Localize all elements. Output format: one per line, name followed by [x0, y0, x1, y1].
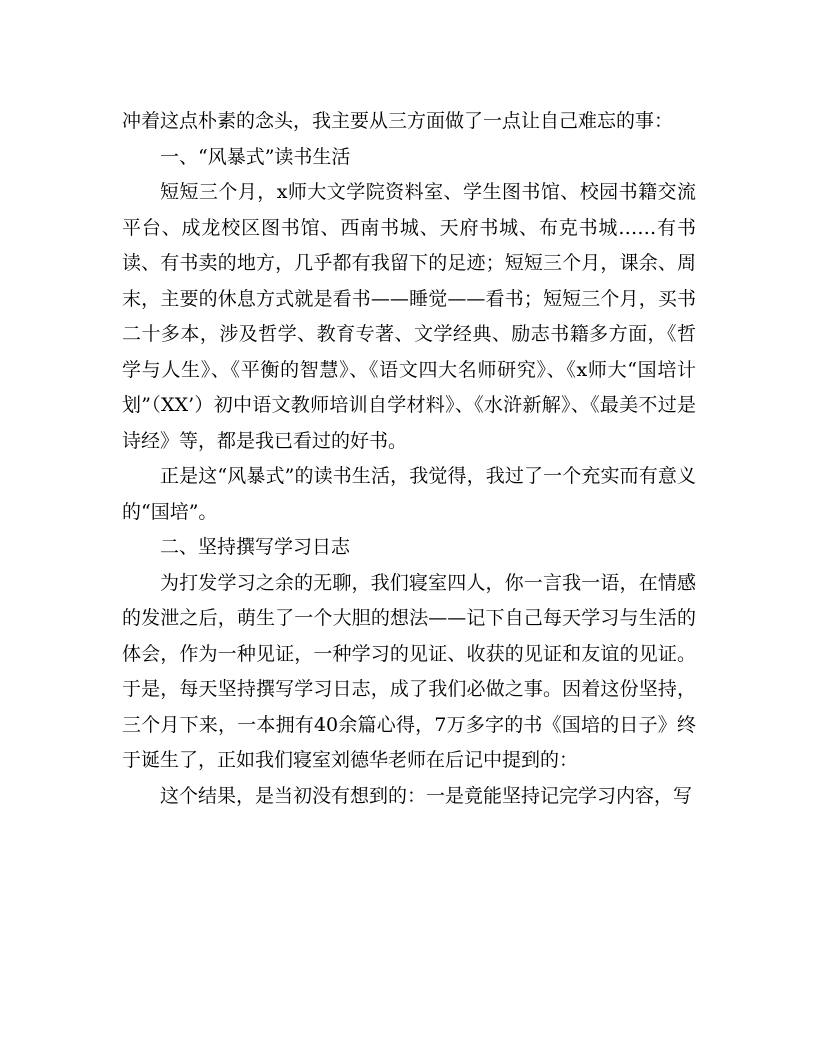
- heading-section-1: 一、“风暴式”读书生活: [160, 145, 351, 168]
- heading-section-2: 二、坚持撰写学习日志: [160, 536, 351, 558]
- document-body: [122, 104, 696, 814]
- paragraph-reading-summary: 正是这“风暴式”的读书生活，我觉得，我过了一个充实而有意义的“国培”。: [122, 465, 696, 523]
- paragraph-journal: 为打发学习之余的无聊，我们寝室四人，你一言我一语，在情感的发泄之后，萌生了一个大胆的想法——记下自己每天学习与生活的体会，作为一种见证，一种学习的见证、收获的见证和友谊的见证。于是，每天坚持撰写学习日志，成了我们必做之事。因着这份坚持，三个月下来，一本拥有40余篇心得，7万多字的书《国培的日子》终于诞生了，正如我们寝室刘德华老师在后记中提到的：: [122, 571, 696, 771]
- paragraph-reading: 短短三个月，x师大文学院资料室、学生图书馆、校园书籍交流平台、成龙校区图书馆、西南书城、天府书城、布克书城……有书读、有书卖的地方，几乎都有我留下的足迹；短短三个月，课余、周末，主要的休息方式就是看书——睡觉——看书；短短三个月，买书二十多本，涉及哲学、教育专著、文学经典、励志书籍多方面，《哲学与人生》、《平衡的智慧》、《语文四大名师研究》、《x师大“国培计划”（XX’）初中语文教师培训自学材料》、《水浒新解》、《最美不过是诗经》等，都是我已看过的好书。: [122, 181, 696, 452]
- paragraph-intro: 冲着这点朴素的念头，我主要从三方面做了一点让自己难忘的事：: [122, 110, 674, 132]
- paragraph-result: 这个结果，是当初没有想到的：一是竟能坚持记完学习内容，写: [160, 784, 693, 807]
